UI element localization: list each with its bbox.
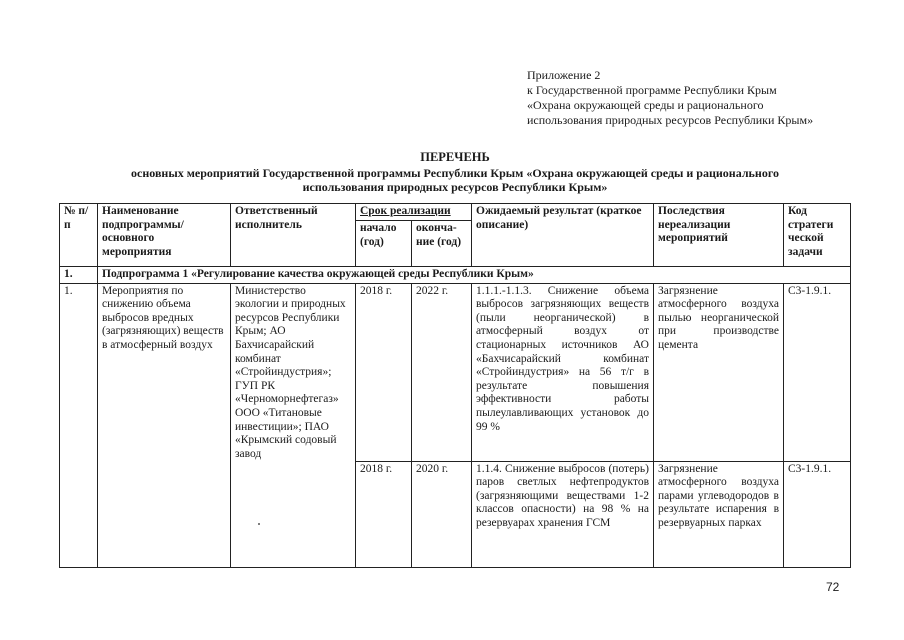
row-num: 1. [60, 283, 98, 567]
subprogram-num: 1. [60, 267, 98, 284]
header-executor: Ответственный исполнитель [231, 204, 356, 267]
header-consequences: Последствия нереализации мероприятий [654, 204, 784, 267]
title-line: использования природных ресурсов Республики Крым» [302, 180, 608, 194]
appendix-line: «Охрана окружающей среды и рационального [527, 98, 764, 112]
header-result: Ожидаемый результат (краткое описание) [472, 204, 654, 267]
header-end: оконча- ние (год) [412, 221, 472, 267]
row-result: 1.1.4. Снижение выбросов (потерь) паров светлых нефтепродуктов (загрязняющими веществами 1-2 классов опасности) на 98 % на резервуарах хранения ГСМ [472, 461, 654, 567]
header-period: Срок реализации [356, 204, 472, 221]
appendix-line: Приложение 2 [527, 68, 601, 82]
appendix-note [527, 68, 887, 128]
appendix-line: к Государственной программе Республики Крым [527, 83, 777, 97]
row-end: 2022 г. [412, 283, 472, 461]
title-heading: ПЕРЕЧЕНЬ [420, 150, 490, 164]
header-start: начало (год) [356, 221, 412, 267]
row-end: 2020 г. [412, 461, 472, 567]
table-row [60, 283, 851, 461]
subprogram-label: Подпрограмма 1 «Регулирование качества окружающей среды Республики Крым» [98, 267, 851, 284]
row-start: 2018 г. [356, 283, 412, 461]
document-title [60, 150, 850, 194]
header-code: Код стратеги ческой задачи [784, 204, 851, 267]
row-code: С3-1.9.1. [784, 461, 851, 567]
activities-table [59, 203, 851, 568]
row-code: С3-1.9.1. [784, 283, 851, 461]
appendix-line: использования природных ресурсов Республики Крым» [527, 113, 814, 127]
row-name: Мероприятия по снижению объема выбросов вредных (загрязняющих) веществ в атмосферный воздух [98, 283, 231, 567]
header-name: Наименование подпрограммы/ основного мероприятия [98, 204, 231, 267]
scan-speck [258, 523, 260, 525]
title-line: основных мероприятий Государственной программы Республики Крым «Охрана окружающей среды и рационального [131, 166, 779, 180]
row-start: 2018 г. [356, 461, 412, 567]
header-num: № п/п [60, 204, 98, 267]
row-executor: Министерство экологии и природных ресурсов Республики Крым; АО Бахчисарайский комбинат «Стройиндустрия»; ГУП РК «Черноморнефтегаз» ООО «Титановые инвестиции»; ПАО «Крымский содовый завод [231, 283, 356, 567]
row-consequences: Загрязнение атмосферного воздуха парами углеводородов в результате испарения в резервуарных парках [654, 461, 784, 567]
subprogram-row [60, 267, 851, 284]
page-number: 72 [826, 580, 840, 594]
row-result: 1.1.1.-1.1.3. Снижение объема выбросов загрязняющих веществ (пыли неорганической) в атмосферный воздух от стационарных источников АО «Бахчисарайский комбинат «Стройиндустрия» на 56 т/г в результате повышения эффективности работы пылеулавливающих установок до 99 % [472, 283, 654, 461]
row-consequences: Загрязнение атмосферного воздуха пылью неорганической при производстве цемента [654, 283, 784, 461]
